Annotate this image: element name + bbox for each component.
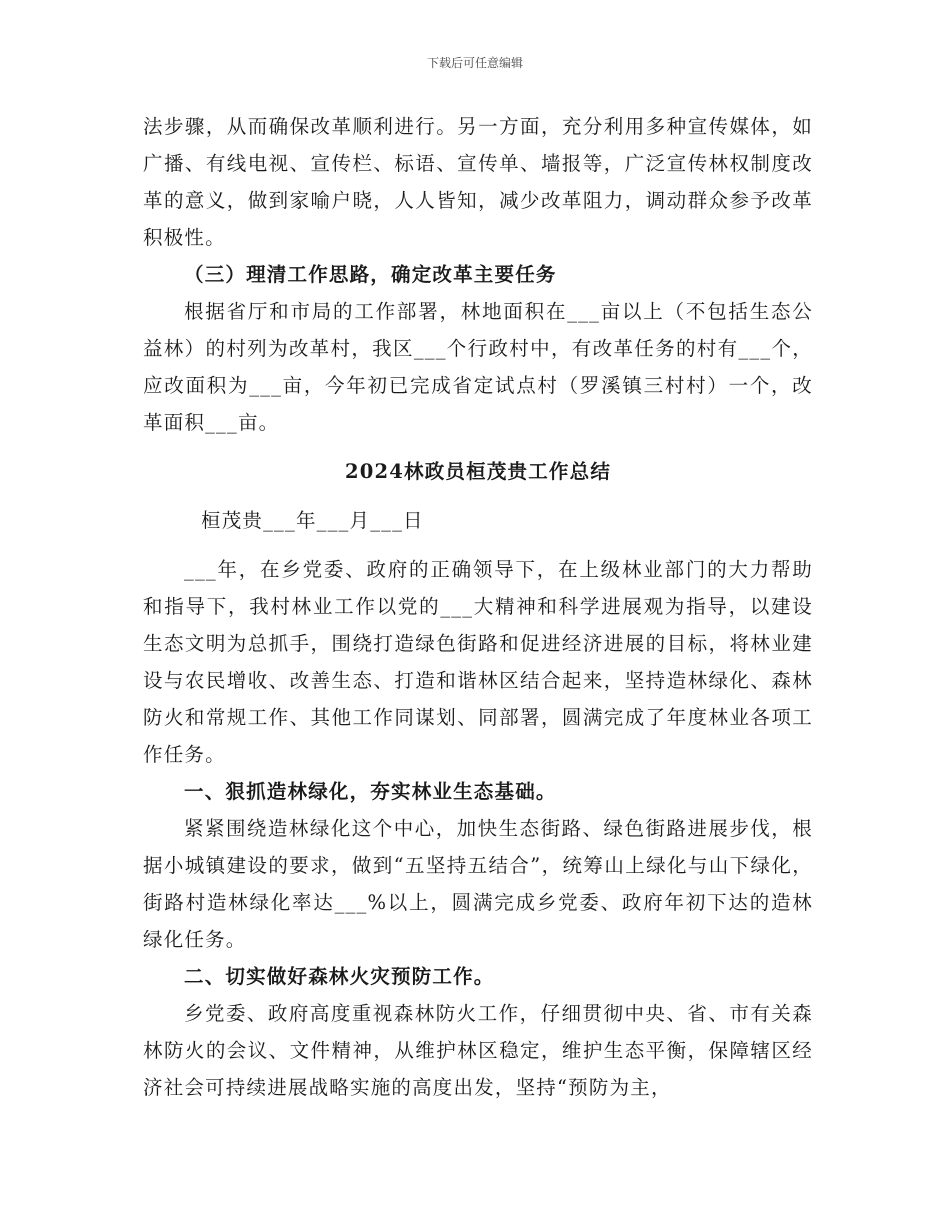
author-date-line: 桓茂贵___年___月___日 [201, 509, 424, 532]
section-heading-3: （三）理清工作思路，确定改革主要任务 [184, 263, 557, 286]
paragraph-afforestation: 紧紧围绕造林绿化这个中心，加快生态街路、绿色街路进展步伐，根据小城镇建设的要求，做到“五坚持五结合”，统筹山上绿化与山下绿化，街路村造林绿化率达___%以上，圆满完成乡党委、政府年初下达的造林绿化任务。 [143, 817, 813, 951]
paragraph-intro: ___年，在乡党委、政府的正确领导下，在上级林业部门的大力帮助和指导下，我村林业工作以党的___大精神和科学进展观为指导，以建设生态文明为总抓手，围绕打造绿色街路和促进经济进展的目标，将林业建设与农民增收、改善生态、打造和谐林区结合起来，坚持造林绿化、森林防火和常规工作、其他工作同谋划、同部署，圆满完成了年度林业各项工作任务。 [143, 558, 813, 766]
section-heading-2: 二、切实做好森林火灾预防工作。 [184, 965, 495, 988]
document-body [143, 108, 813, 1106]
paragraph-continuation: 法步骤，从而确保改革顺利进行。另一方面，充分利用多种宣传媒体，如广播、有线电视、宣传栏、标语、宣传单、墙报等，广泛宣传林权制度改革的意义，做到家喻户晓，人人皆知，减少改革阻力，调动群众参予改革积极性。 [143, 115, 813, 249]
page-header-note: 下载后可任意编辑 [426, 56, 523, 70]
section-heading-1: 一、狠抓造林绿化，夯实林业生态基础。 [184, 780, 557, 803]
paragraph-reform-tasks: 根据省厅和市局的工作部署，林地面积在___亩以上（不包括生态公益林）的村列为改革村，我区___个行政村中，有改革任务的村有___个，应改面积为___亩，今年初已完成省定试点村（罗溪镇三村村）一个，改革面积___亩。 [143, 300, 813, 434]
paragraph-fire-prevention: 乡党委、政府高度重视森林防火工作，仔细贯彻中央、省、市有关森林防火的会议、文件精神，从维护林区稳定，维护生态平衡，保障辖区经济社会可持续进展战略实施的高度出发，坚持“预防为主， [143, 1002, 813, 1099]
document-title: 2024林政员桓茂贵工作总结 [344, 460, 612, 483]
